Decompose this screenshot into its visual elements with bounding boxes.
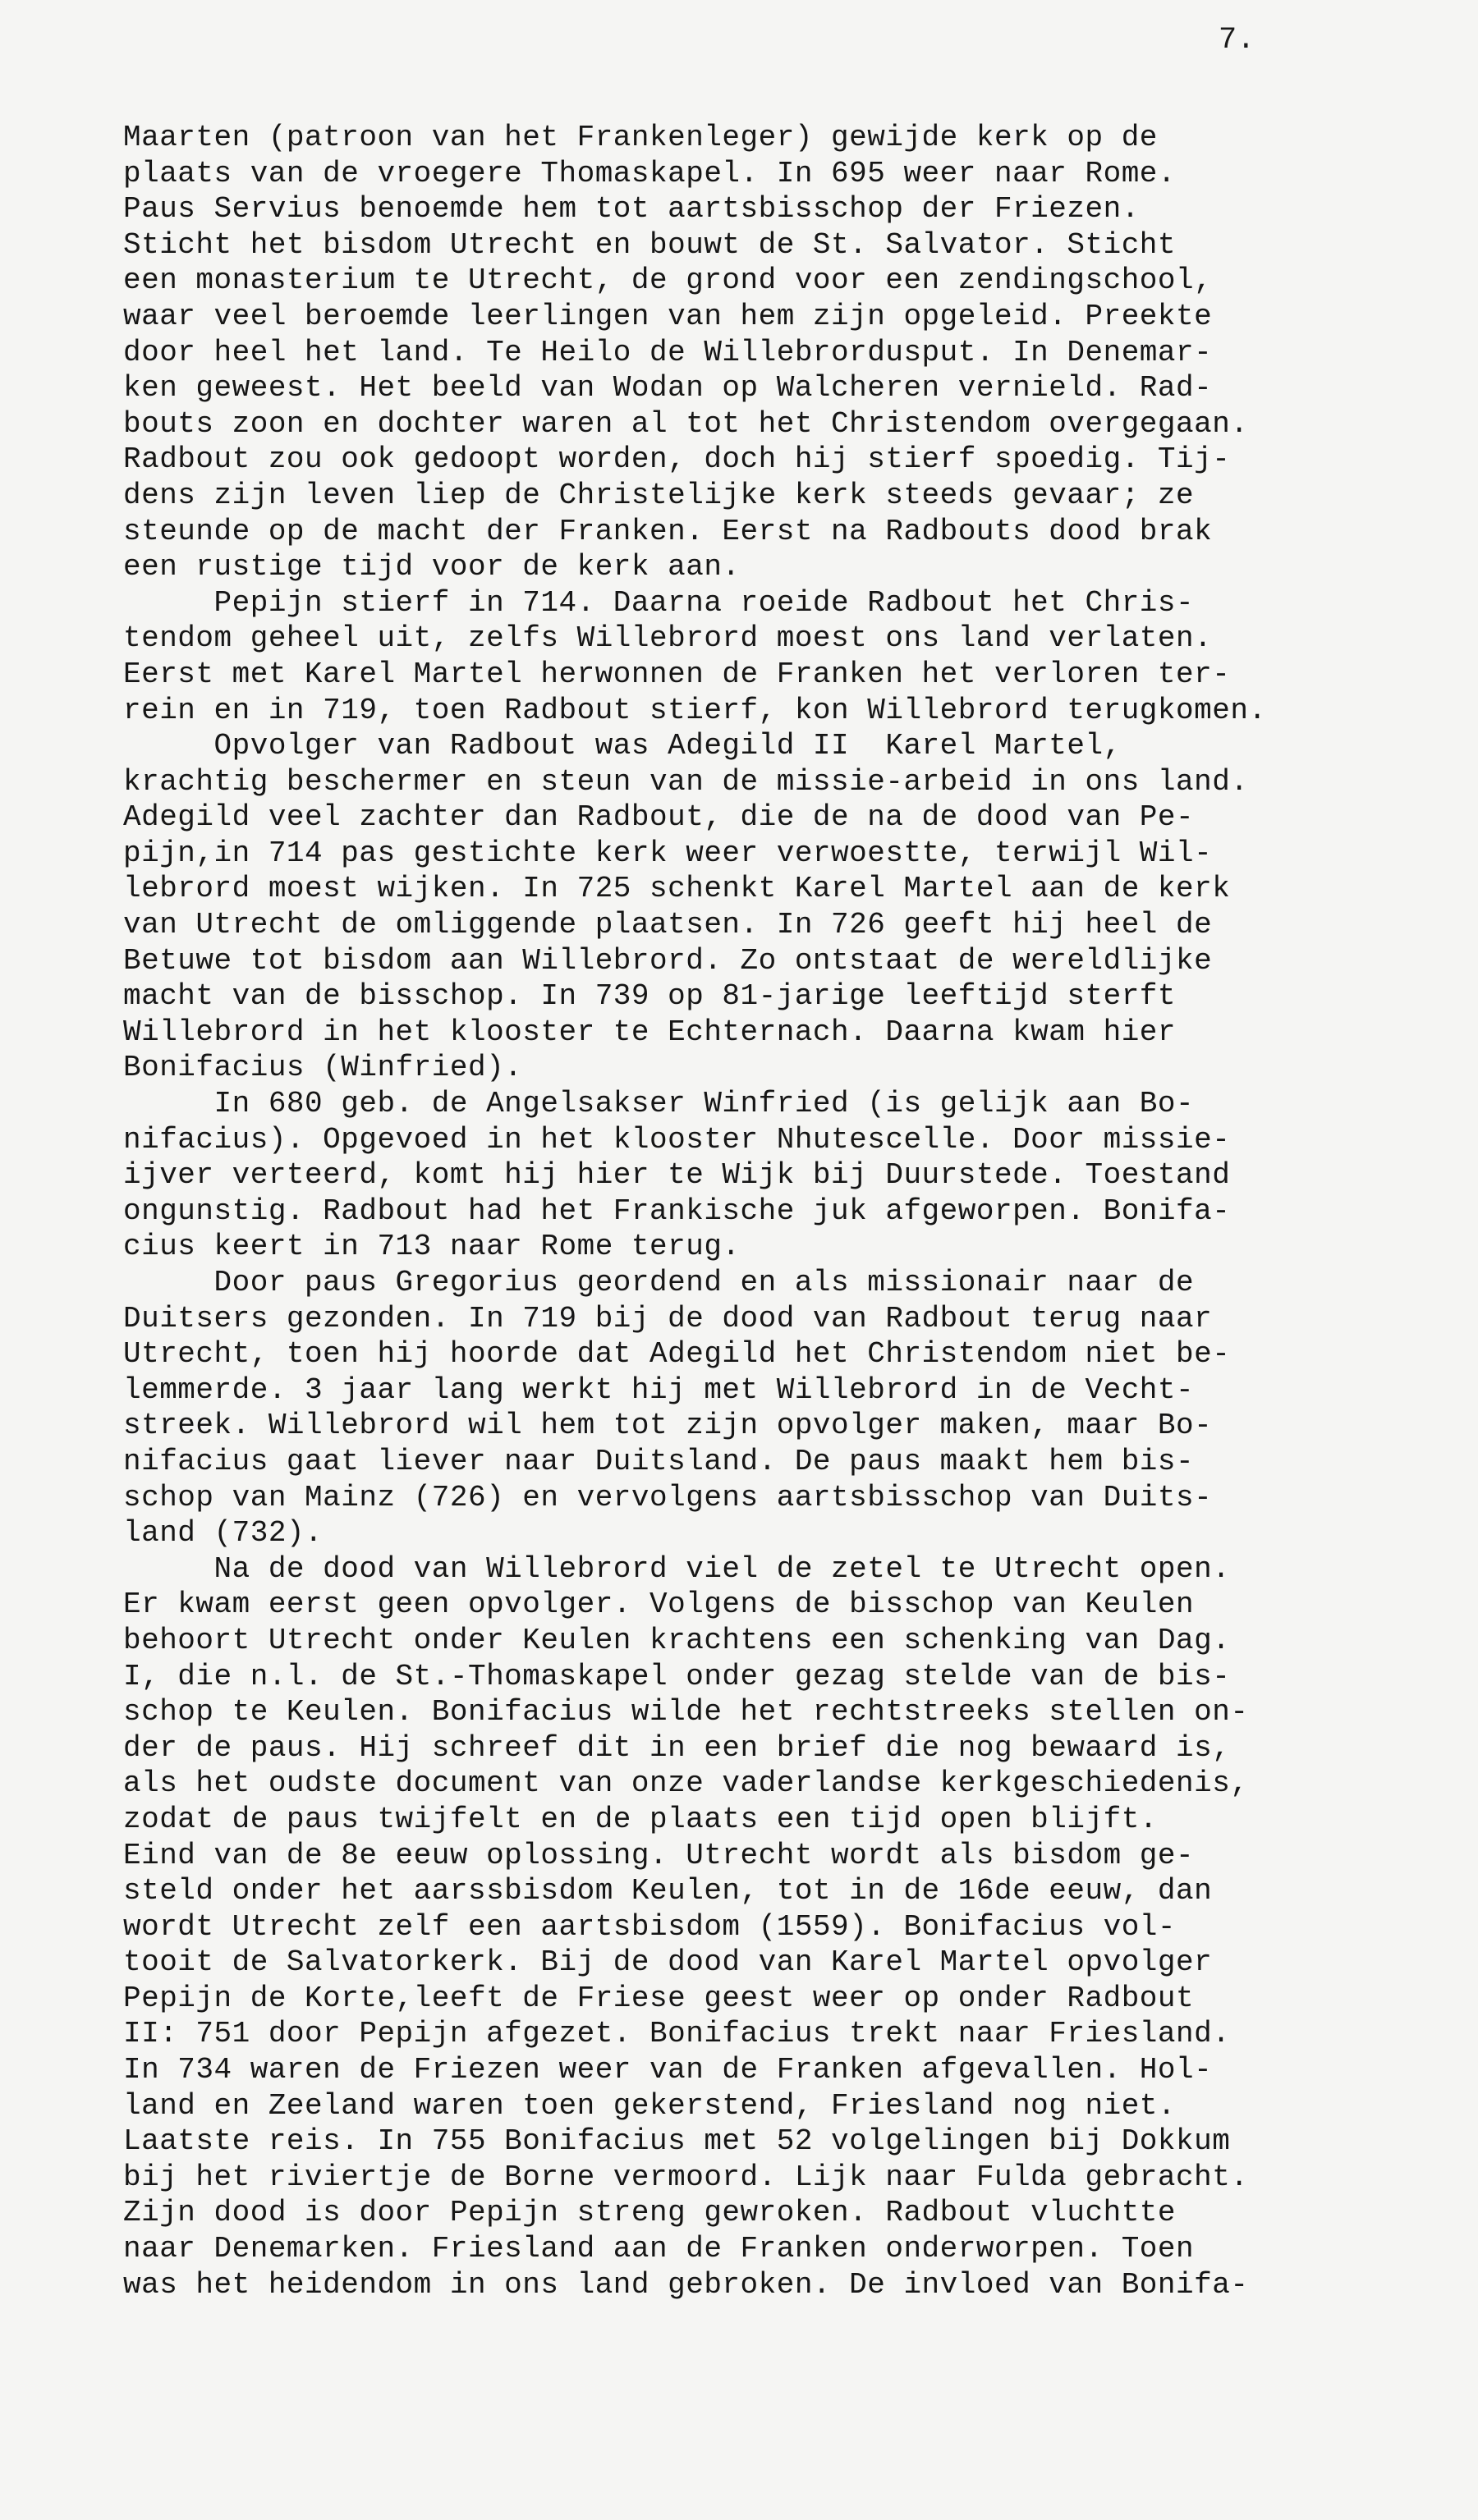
text-line: Laatste reis. In 755 Bonifacius met 52 volgelingen bij Dokkum	[123, 2124, 1231, 2159]
text-line: door heel het land. Te Heilo de Willebrordusput. In Denemar-	[123, 335, 1213, 369]
text-line: een monasterium te Utrecht, de grond voor een zendingschool,	[123, 263, 1213, 298]
text-line: Bonifacius (Winfried).	[123, 1051, 523, 1085]
text-line: steld onder het aarssbisdom Keulen, tot in de 16de eeuw, dan	[123, 1874, 1213, 1908]
text-line: pijn,in 714 pas gestichte kerk weer verwoestte, terwijl Wil-	[123, 836, 1213, 870]
text-line: behoort Utrecht onder Keulen krachtens een schenking van Dag.	[123, 1623, 1231, 1657]
text-line: lebrord moest wijken. In 725 schenkt Karel Martel aan de kerk	[123, 872, 1231, 906]
text-line: Zijn dood is door Pepijn streng gewroken. Radbout vluchtte	[123, 2196, 1177, 2230]
text-line: Adegild veel zachter dan Radbout, die de na de dood van Pe-	[123, 800, 1195, 835]
text-line: Duitsers gezonden. In 719 bij de dood van Radbout terug naar	[123, 1301, 1213, 1336]
text-line: I, die n.l. de St.-Thomaskapel onder gezag stelde van de bis-	[123, 1659, 1231, 1693]
text-line: tendom geheel uit, zelfs Willebrord moest ons land verlaten.	[123, 621, 1213, 656]
text-line: plaats van de vroegere Thomaskapel. In 695 weer naar Rome.	[123, 156, 1177, 190]
text-line: een rustige tijd voor de kerk aan.	[123, 550, 741, 584]
text-line: land (732).	[123, 1516, 324, 1551]
text-line: steunde op de macht der Franken. Eerst na Radbouts dood brak	[123, 514, 1213, 548]
text-line: nifacius gaat liever naar Duitsland. De paus maakt hem bis-	[123, 1444, 1195, 1478]
text-line: Er kwam eerst geen opvolger. Volgens de bisschop van Keulen	[123, 1588, 1195, 1622]
text-line: ijver verteerd, komt hij hier te Wijk bij Duurstede. Toestand	[123, 1158, 1231, 1193]
text-line: In 734 waren de Friezen weer van de Franken afgevallen. Hol-	[123, 2053, 1213, 2087]
text-line: schop te Keulen. Bonifacius wilde het rechtstreeks stellen on-	[123, 1695, 1249, 1730]
text-line: krachtig beschermer en steun van de missie-arbeid in ons land.	[123, 764, 1249, 799]
text-line: land en Zeeland waren toen gekerstend, Friesland nog niet.	[123, 2088, 1177, 2123]
text-line: Utrecht, toen hij hoorde dat Adegild het Christendom niet be-	[123, 1337, 1231, 1372]
text-line: zodat de paus twijfelt en de plaats een tijd open blijft.	[123, 1802, 1158, 1836]
text-line: Radbout zou ook gedoopt worden, doch hij stierf spoedig. Tij-	[123, 442, 1231, 477]
text-line: Opvolger van Radbout was Adegild II Karel Martel,	[123, 729, 1122, 763]
text-line: Sticht het bisdom Utrecht en bouwt de St. Salvator. Sticht	[123, 227, 1177, 262]
text-line: Maarten (patroon van het Frankenleger) gewijde kerk op de	[123, 121, 1158, 154]
text-line: was het heidendom in ons land gebroken. De invloed van Bonifa-	[123, 2267, 1249, 2302]
page-number: 7.	[1219, 23, 1255, 57]
text-line: macht van de bisschop. In 739 op 81-jarige leeftijd sterft	[123, 979, 1177, 1014]
text-line: Eerst met Karel Martel herwonnen de Franken het verloren ter-	[123, 657, 1231, 691]
text-line: ken geweest. Het beeld van Wodan op Walcheren vernield. Rad-	[123, 371, 1213, 405]
text-line: Willebrord in het klooster te Echternach. Daarna kwam hier	[123, 1015, 1177, 1049]
text-line: tooit de Salvatorkerk. Bij de dood van Karel Martel opvolger	[123, 1945, 1213, 1980]
text-line: naar Denemarken. Friesland aan de Franken onderworpen. Toen	[123, 2232, 1195, 2266]
text-line: Eind van de 8e eeuw oplossing. Utrecht wordt als bisdom ge-	[123, 1838, 1195, 1872]
text-line: Door paus Gregorius geordend en als missionair naar de	[123, 1266, 1195, 1299]
text-line: Betuwe tot bisdom aan Willebrord. Zo ontstaat de wereldlijke	[123, 943, 1213, 978]
text-line: als het oudste document van onze vaderlandse kerkgeschiedenis,	[123, 1766, 1249, 1801]
text-line: wordt Utrecht zelf een aartsbisdom (1559). Bonifacius vol-	[123, 1909, 1177, 1944]
text-line: nifacius). Opgevoed in het klooster Nhutescelle. Door missie-	[123, 1122, 1231, 1157]
text-line: Na de dood van Willebrord viel de zetel te Utrecht open.	[123, 1551, 1231, 1586]
text-line: Paus Servius benoemde hem tot aartsbisschop der Friezen.	[123, 192, 1140, 227]
text-line: schop van Mainz (726) en vervolgens aartsbisschop van Duits-	[123, 1480, 1213, 1514]
typewritten-text	[123, 120, 1437, 2302]
text-line: dens zijn leven liep de Christelijke kerk steeds gevaar; ze	[123, 478, 1195, 512]
text-line: II: 751 door Pepijn afgezet. Bonifacius trekt naar Friesland.	[123, 2017, 1231, 2051]
text-line: cius keert in 713 naar Rome terug.	[123, 1230, 741, 1264]
text-line: ongunstig. Radbout had het Frankische juk afgeworpen. Bonifa-	[123, 1194, 1231, 1228]
text-line: In 680 geb. de Angelsakser Winfried (is gelijk aan Bo-	[123, 1087, 1195, 1121]
text-line: lemmerde. 3 jaar lang werkt hij met Willebrord in de Vecht-	[123, 1372, 1195, 1407]
text-line: der de paus. Hij schreef dit in een brief die nog bewaard is,	[123, 1730, 1231, 1765]
text-line: streek. Willebrord wil hem tot zijn opvolger maken, maar Bo-	[123, 1409, 1213, 1443]
text-line: Pepijn stierf in 714. Daarna roeide Radbout het Chris-	[123, 585, 1195, 620]
text-line: waar veel beroemde leerlingen van hem zijn opgeleid. Preekte	[123, 299, 1213, 333]
text-line: Pepijn de Korte,leeft de Friese geest weer op onder Radbout	[123, 1981, 1195, 2015]
text-line: bij het riviertje de Borne vermoord. Lijk naar Fulda gebracht.	[123, 2160, 1249, 2194]
text-line: van Utrecht de omliggende plaatsen. In 726 geeft hij heel de	[123, 908, 1213, 942]
text-line: bouts zoon en dochter waren al tot het Christendom overgegaan.	[123, 406, 1249, 441]
text-line: rein en in 719, toen Radbout stierf, kon Willebrord terugkomen.	[123, 693, 1267, 727]
